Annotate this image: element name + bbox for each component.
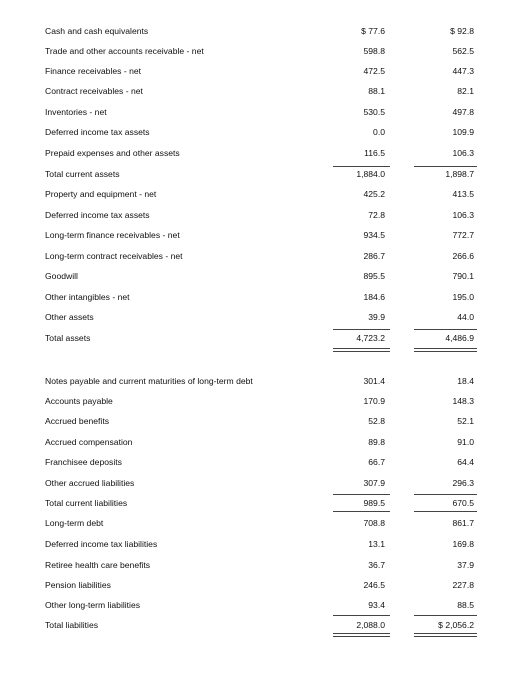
value-col1: 307.9 — [363, 478, 385, 488]
table-row — [0, 393, 517, 413]
table-row — [0, 289, 517, 309]
table-row-subtotal — [0, 495, 517, 515]
row-label: Total liabilities — [45, 620, 99, 630]
value-col2: $ 2,056.2 — [438, 620, 474, 630]
value-col2: $ 92.8 — [450, 26, 474, 36]
subtotal-underline — [414, 511, 477, 512]
value-col1: 286.7 — [363, 251, 385, 261]
value-col2: 91.0 — [457, 437, 474, 447]
value-col1: 4,723.2 — [356, 333, 385, 343]
table-row-total — [0, 330, 517, 350]
value-col1: 246.5 — [363, 580, 385, 590]
row-label: Long-term finance receivables - net — [45, 230, 180, 240]
value-col2: 44.0 — [457, 312, 474, 322]
table-row — [0, 577, 517, 597]
value-col1: 52.8 — [368, 416, 385, 426]
value-col1: 39.9 — [368, 312, 385, 322]
value-col2: 52.1 — [457, 416, 474, 426]
row-label: Prepaid expenses and other assets — [45, 148, 180, 158]
table-row — [0, 268, 517, 288]
value-col1: 472.5 — [363, 66, 385, 76]
value-col1: 66.7 — [368, 457, 385, 467]
value-col2: 861.7 — [452, 518, 474, 528]
row-label: Accrued compensation — [45, 437, 133, 447]
value-col1: 13.1 — [368, 539, 385, 549]
value-col1: 36.7 — [368, 560, 385, 570]
value-col2: 169.8 — [452, 539, 474, 549]
value-col1: 895.5 — [363, 271, 385, 281]
table-row — [0, 515, 517, 535]
value-col1: 88.1 — [368, 86, 385, 96]
row-label: Deferred income tax assets — [45, 210, 150, 220]
row-label: Deferred income tax liabilities — [45, 539, 158, 549]
table-row — [0, 536, 517, 556]
table-row — [0, 83, 517, 103]
value-col2: 562.5 — [452, 46, 474, 56]
value-col2: 227.8 — [452, 580, 474, 590]
value-col2: 109.9 — [452, 127, 474, 137]
value-col2: 82.1 — [457, 86, 474, 96]
value-col1: 1,884.0 — [356, 169, 385, 179]
table-row — [0, 186, 517, 206]
row-label: Deferred income tax assets — [45, 127, 150, 137]
row-label: Goodwill — [45, 271, 78, 281]
row-label: Accrued benefits — [45, 416, 110, 426]
value-col2: 88.5 — [457, 600, 474, 610]
value-col1: 116.5 — [364, 148, 385, 158]
value-col1: $ 77.6 — [361, 26, 385, 36]
row-label: Cash and cash equivalents — [45, 26, 149, 36]
row-label: Total current liabilities — [45, 498, 128, 508]
value-col1: 93.4 — [368, 600, 385, 610]
value-col2: 18.4 — [457, 376, 474, 386]
table-row — [0, 557, 517, 577]
subtotal-rule — [414, 615, 477, 616]
value-col2: 64.4 — [457, 457, 474, 467]
value-col1: 425.2 — [363, 189, 385, 199]
table-row — [0, 454, 517, 474]
row-label: Retiree health care benefits — [45, 560, 151, 570]
row-label: Inventories - net — [45, 107, 107, 117]
value-col2: 106.3 — [452, 210, 474, 220]
table-row — [0, 475, 517, 495]
value-col1: 989.5 — [363, 498, 385, 508]
table-row — [0, 413, 517, 433]
value-col2: 148.3 — [452, 396, 474, 406]
value-col1: 530.5 — [363, 107, 385, 117]
value-col2: 772.7 — [452, 230, 474, 240]
row-label: Property and equipment - net — [45, 189, 157, 199]
value-col1: 2,088.0 — [356, 620, 385, 630]
value-col1: 170.9 — [363, 396, 385, 406]
value-col2: 266.6 — [452, 251, 474, 261]
value-col2: 1,898.7 — [445, 169, 474, 179]
value-col1: 598.8 — [363, 46, 385, 56]
table-row — [0, 309, 517, 329]
value-col1: 89.8 — [368, 437, 385, 447]
table-row — [0, 373, 517, 393]
row-label: Pension liabilities — [45, 580, 111, 590]
table-row — [0, 23, 517, 43]
row-label: Total current assets — [45, 169, 120, 179]
row-label: Total assets — [45, 333, 91, 343]
row-label: Other long-term liabilities — [45, 600, 141, 610]
table-row — [0, 248, 517, 268]
value-col1: 934.5 — [363, 230, 385, 240]
subtotal-underline — [333, 511, 390, 512]
total-double-rule — [414, 633, 477, 637]
table-row-subtotal — [0, 166, 517, 186]
row-label: Accounts payable — [45, 396, 113, 406]
value-col2: 670.5 — [452, 498, 474, 508]
value-col2: 447.3 — [452, 66, 474, 76]
row-label: Other assets — [45, 312, 94, 322]
row-label: Notes payable and current maturities of long-term debt — [45, 376, 253, 386]
value-col2: 195.0 — [452, 292, 474, 302]
table-row — [0, 145, 517, 165]
table-row — [0, 434, 517, 454]
table-row — [0, 104, 517, 124]
row-label: Contract receivables - net — [45, 86, 143, 96]
value-col2: 106.3 — [452, 148, 474, 158]
value-col2: 413.5 — [452, 189, 474, 199]
value-col2: 4,486.9 — [445, 333, 474, 343]
value-col2: 497.8 — [452, 107, 474, 117]
table-row — [0, 207, 517, 227]
value-col1: 708.8 — [363, 518, 385, 528]
row-label: Long-term debt — [45, 518, 104, 528]
value-col1: 184.6 — [363, 292, 385, 302]
value-col2: 296.3 — [452, 478, 474, 488]
table-row — [0, 63, 517, 83]
row-label: Franchisee deposits — [45, 457, 122, 467]
value-col2: 790.1 — [452, 271, 474, 281]
row-label: Long-term contract receivables - net — [45, 251, 183, 261]
row-label: Trade and other accounts receivable - net — [45, 46, 204, 56]
total-double-rule — [333, 348, 390, 352]
total-double-rule — [333, 633, 390, 637]
table-row — [0, 43, 517, 63]
value-col1: 301.4 — [363, 376, 385, 386]
row-label: Finance receivables - net — [45, 66, 142, 76]
total-double-rule — [414, 348, 477, 352]
row-label: Other accrued liabilities — [45, 478, 135, 488]
value-col1: 72.8 — [368, 210, 385, 220]
subtotal-rule — [333, 615, 390, 616]
table-row — [0, 227, 517, 247]
table-row — [0, 597, 517, 617]
table-row — [0, 124, 517, 144]
value-col2: 37.9 — [457, 560, 474, 570]
value-col1: 0.0 — [373, 127, 385, 137]
row-label: Other intangibles - net — [45, 292, 130, 302]
